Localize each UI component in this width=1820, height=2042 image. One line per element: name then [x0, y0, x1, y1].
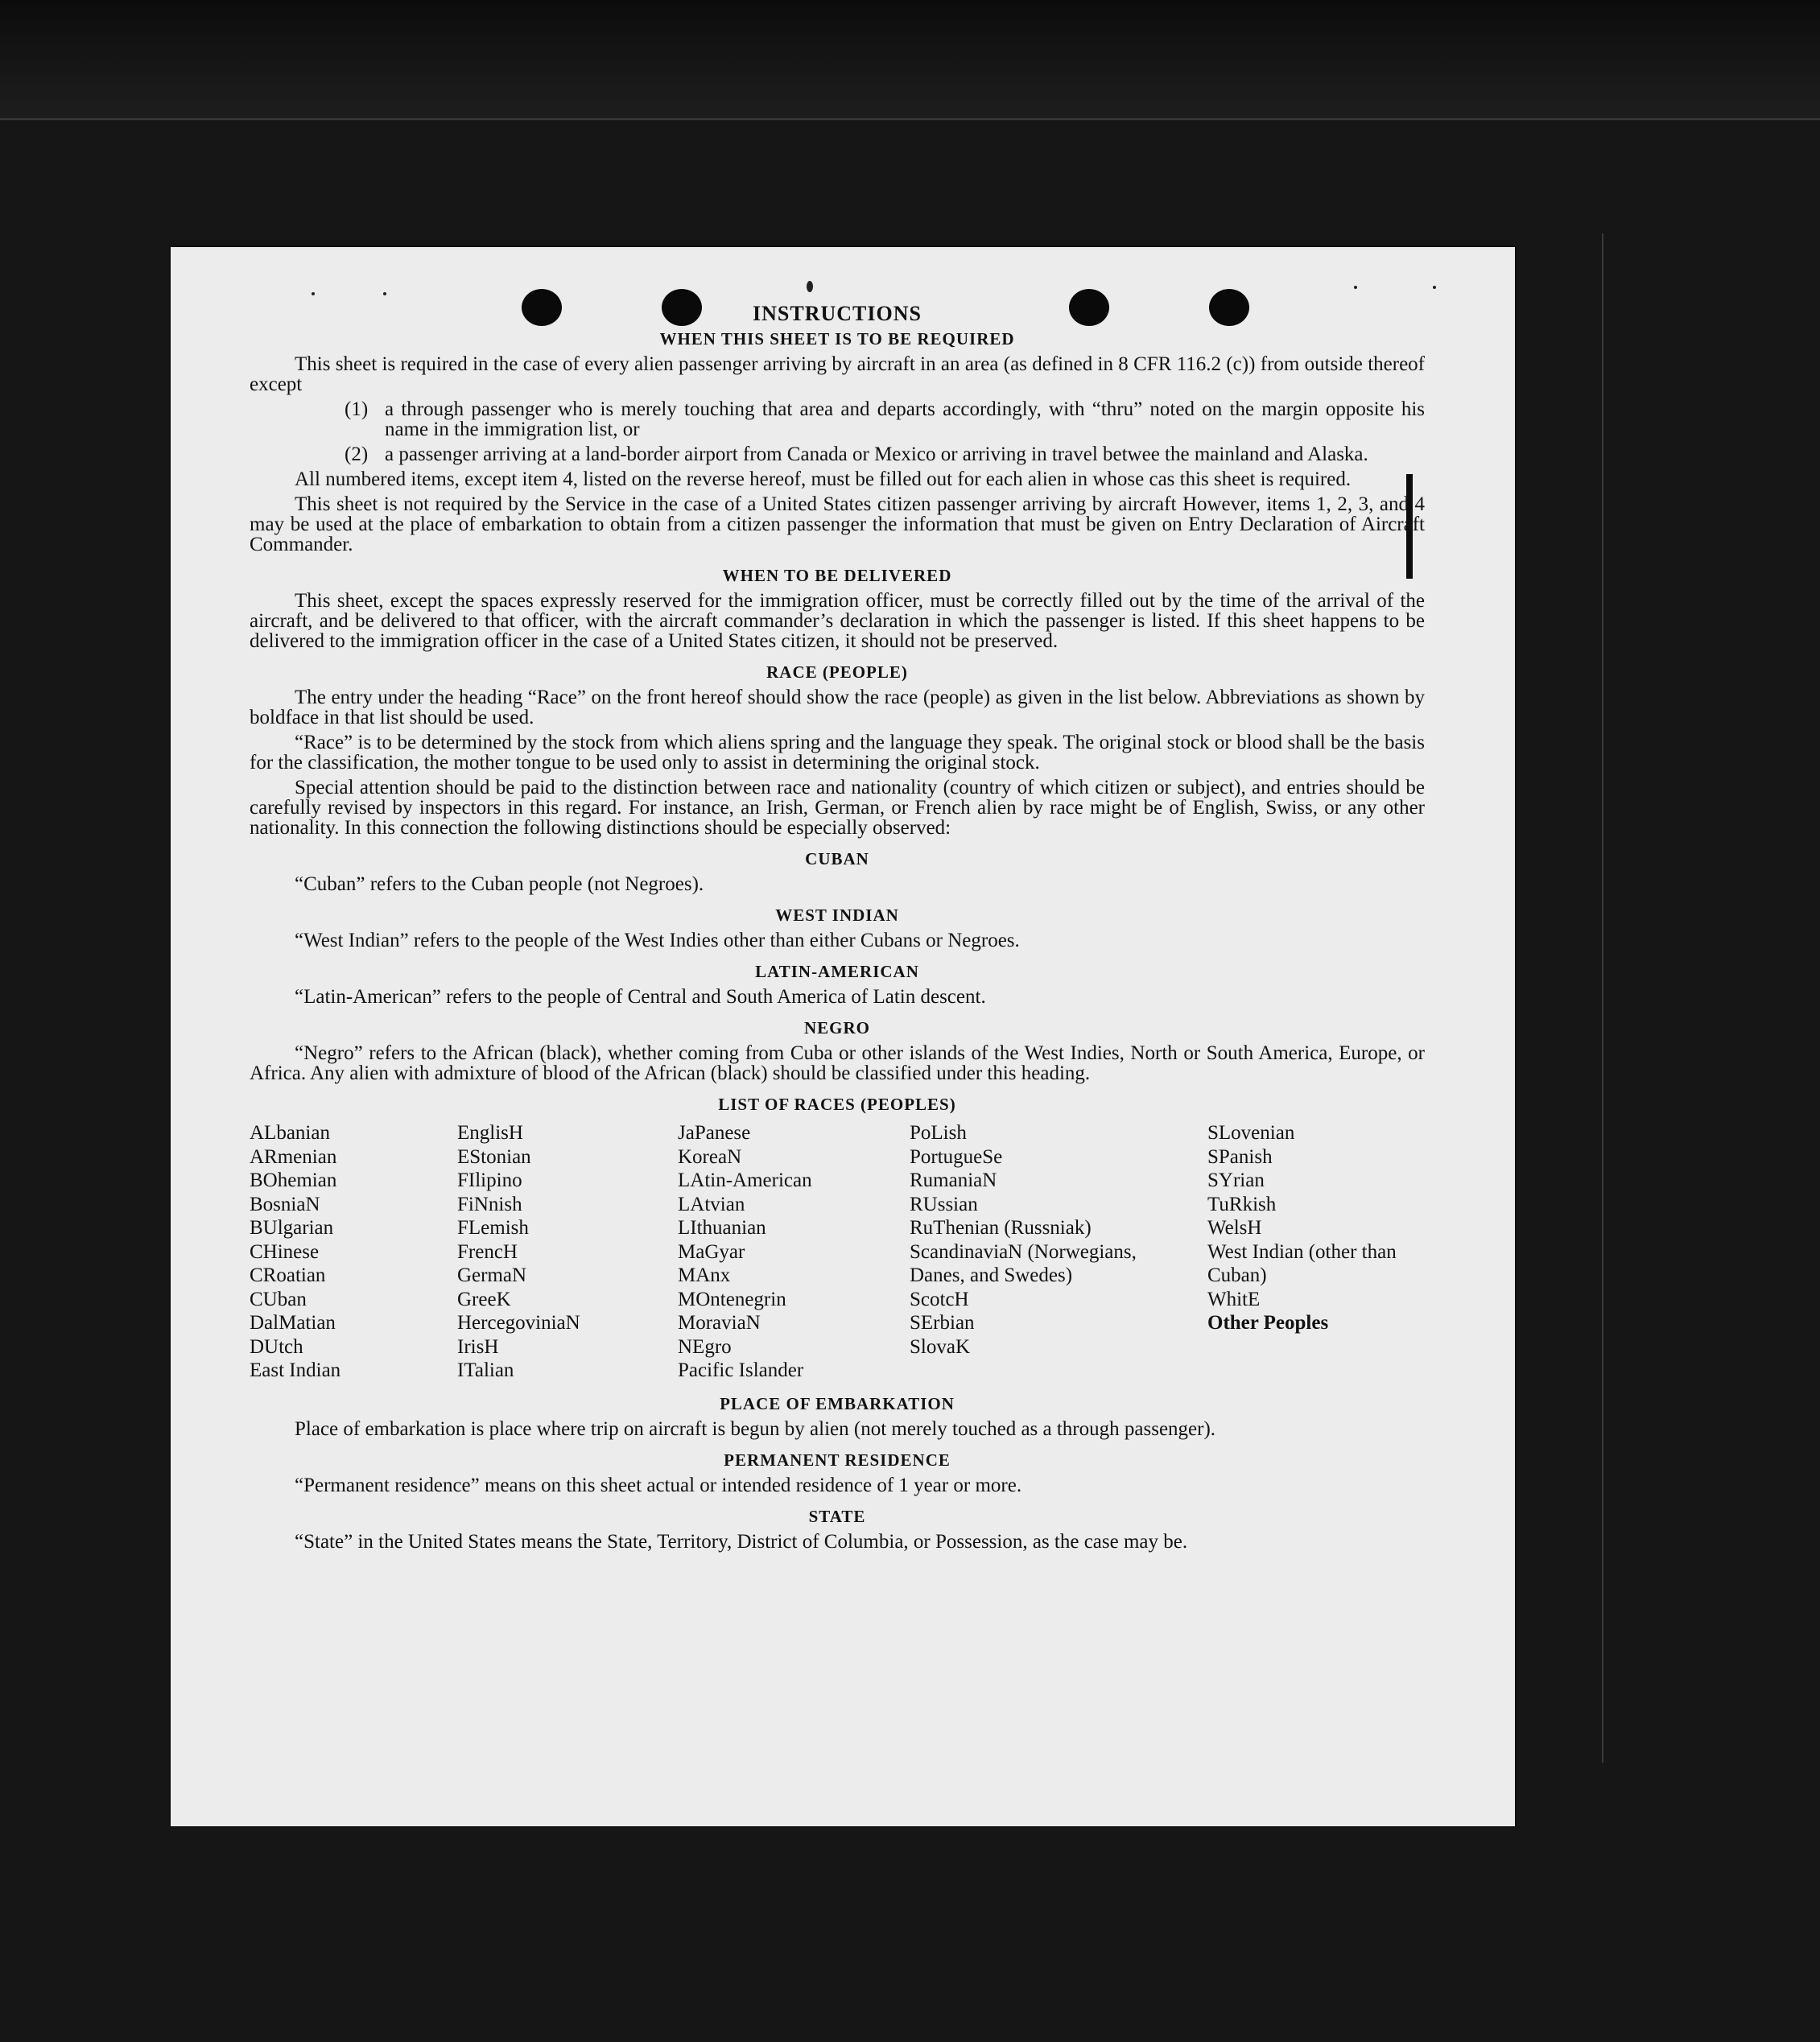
race-entry: Pacific Islander: [678, 1359, 804, 1381]
race-entry: SlovaK: [910, 1335, 970, 1358]
race-entry: East Indian: [250, 1359, 341, 1381]
race-entry: MaGyar: [678, 1240, 745, 1263]
section-heading: NEGRO: [803, 1018, 870, 1038]
paragraph: “Latin-American” refers to the people of Central and South America of Latin descent.: [295, 986, 986, 1008]
race-entry: DUtch: [250, 1335, 303, 1358]
dust-speck: [1354, 286, 1357, 289]
paragraph: This sheet is required in the case of every alien passenger arriving by aircraft in an area (as defined in 8 CFR 116.2 (c)) from outside thereof except: [250, 353, 1425, 395]
scan-line: [0, 118, 1820, 120]
dust-speck: [1433, 286, 1436, 289]
race-entry: FiNnish: [457, 1193, 522, 1215]
section-heading: LATIN-AMERICAN: [755, 962, 919, 981]
race-entry: IrisH: [457, 1335, 499, 1358]
section-heading: RACE (PEOPLE): [766, 662, 908, 682]
race-entry: LAtin-American: [678, 1170, 812, 1191]
paragraph: “Permanent residence” means on this sheet actual or intended residence of 1 year or more.: [295, 1474, 1022, 1496]
section-heading: STATE: [808, 1506, 866, 1526]
race-entry: HercegoviniaN: [457, 1312, 580, 1334]
race-entry: FrencH: [457, 1240, 518, 1263]
section-heading: PERMANENT RESIDENCE: [724, 1450, 951, 1470]
race-entry: MAnx: [678, 1264, 731, 1286]
race-entry: SYrian: [1207, 1170, 1265, 1191]
paragraph: Place of embarkation is place where trip on aircraft is begun by alien (not merely touched as a through passenger).: [295, 1417, 1216, 1440]
race-entry: LAtvian: [678, 1193, 745, 1215]
paragraph: “Negro” refers to the African (black), whether coming from Cuba or other islands of the West Indies, North or South America, Europe, or Africa. Any alien with admixture of blood of the African (black) should be classified under this heading.: [250, 1042, 1425, 1084]
race-entry: FIlipino: [457, 1170, 522, 1191]
list-item: [345, 444, 1425, 464]
race-entry: DalMatian: [250, 1312, 336, 1334]
race-column: [678, 1121, 910, 1383]
race-column: [1207, 1121, 1425, 1383]
section-heading: WHEN THIS SHEET IS TO BE REQUIRED: [659, 329, 1015, 349]
race-entry: MoraviaN: [678, 1312, 761, 1334]
race-entry: GreeK: [457, 1288, 511, 1310]
race-column: [250, 1121, 457, 1383]
item-number: (1): [345, 398, 369, 420]
dust-speck: [807, 281, 813, 292]
dust-speck: [312, 292, 315, 295]
page-title: INSTRUCTIONS: [753, 302, 922, 325]
race-entry: LIthuanian: [678, 1217, 766, 1239]
scan-line: [1602, 233, 1603, 1763]
race-entry: JaPanese: [678, 1122, 751, 1144]
paragraph: The entry under the heading “Race” on the front hereof should show the race (people) as given in the list below. Abbreviations as shown by boldface in that list should be used.: [250, 687, 1425, 728]
race-entry: BosniaN: [250, 1193, 320, 1215]
paragraph: All numbered items, except item 4, listed on the reverse hereof, must be filled out for each alien in whose cas this sheet is required.: [295, 468, 1352, 490]
section-heading: CUBAN: [805, 849, 869, 868]
race-entry: BOhemian: [250, 1170, 337, 1191]
paragraph: “West Indian” refers to the people of the West Indies other than either Cubans or Negroes.: [295, 930, 1020, 951]
race-entry: BUlgarian: [250, 1217, 334, 1239]
race-list: [250, 1121, 1425, 1383]
section-heading: WHEN TO BE DELIVERED: [722, 566, 952, 585]
race-entry: SErbian: [910, 1312, 975, 1334]
race-entry: RUssian: [910, 1193, 978, 1215]
race-entry: CHinese: [250, 1240, 320, 1263]
race-entry: ARmenian: [250, 1145, 337, 1168]
race-entry: CUban: [250, 1288, 307, 1310]
race-entry: PoLish: [910, 1122, 967, 1144]
paragraph: This sheet, except the spaces expressly reserved for the immigration officer, must be correctly filled out by the time of the arrival of the aircraft, and be delivered to that officer, with the aircraft commander’s declaration in which the passenger is listed. If this sheet happens to be delivered to the immigration officer in the case of a United States citizen, it should not be preserved.: [250, 590, 1425, 652]
race-entry: ScandinaviaN (Norwegians, Danes, and Swedes): [910, 1240, 1137, 1286]
item-text: a passenger arriving at a land-border airport from Canada or Mexico or arriving in travel betwee the mainland and Alaska.: [385, 443, 1368, 465]
race-column: [457, 1121, 678, 1383]
race-entry: FLemish: [457, 1217, 529, 1239]
paragraph: This sheet is not required by the Service in the case of a United States citizen passenger arriving by aircraft However, items 1, 2, 3, and 4 may be used at the place of embarkation to obtain from a citizen passenger the information that must be given on Entry Declaration of Aircraft Commander.: [250, 493, 1425, 555]
race-entry: EStonian: [457, 1145, 531, 1168]
race-entry: TuRkish: [1207, 1193, 1277, 1215]
race-entry: SPanish: [1207, 1145, 1273, 1168]
section-heading: WEST INDIAN: [775, 905, 899, 925]
race-entry: ITalian: [457, 1359, 514, 1381]
scan-background-top: [0, 0, 1820, 121]
paragraph: “Cuban” refers to the Cuban people (not Negroes).: [295, 873, 704, 895]
section-heading: PLACE OF EMBARKATION: [720, 1393, 955, 1413]
item-text: a through passenger who is merely touching that area and departs accordingly, with “thru” noted on the margin opposite his name in the immigration list, or: [385, 398, 1425, 440]
paragraph: “State” in the United States means the State, Territory, District of Columbia, or Possession, as the case may be.: [295, 1530, 1188, 1553]
race-entry: EnglisH: [457, 1122, 523, 1144]
list-item: [345, 399, 1425, 439]
race-entry: WelsH: [1207, 1217, 1262, 1239]
instruction-sheet: [171, 247, 1515, 1826]
race-entry: SLovenian: [1207, 1122, 1295, 1144]
instructions-text: [250, 297, 1425, 1557]
item-number: (2): [345, 443, 369, 465]
paragraph: Special attention should be paid to the distinction between race and nationality (country of which citizen or subject), and entries should be carefully revised by inspectors in this regard. For instance, an Irish, German, or French alien by race might be of English, Swiss, or any other nationality. In this connection the following distinctions should be especially observed:: [250, 777, 1425, 839]
race-entry: ScotcH: [910, 1288, 969, 1310]
race-column: [910, 1121, 1207, 1383]
race-entry: WhitE: [1207, 1288, 1261, 1310]
race-entry: KoreaN: [678, 1145, 742, 1168]
race-entry: CRoatian: [250, 1264, 326, 1286]
race-entry: ALbanian: [250, 1122, 330, 1144]
paragraph: “Race” is to be determined by the stock from which aliens spring and the language they speak. The original stock or blood shall be the basis for the classification, the mother tongue to be used only to assist in determining the original stock.: [250, 732, 1425, 773]
race-entry: West Indian (other than Cuban): [1207, 1240, 1397, 1286]
race-entry: MOntenegrin: [678, 1288, 786, 1310]
section-heading: LIST OF RACES (PEOPLES): [718, 1095, 956, 1114]
race-entry: Other Peoples: [1207, 1312, 1329, 1334]
dust-speck: [383, 292, 386, 295]
race-entry: GermaN: [457, 1264, 527, 1286]
race-entry: PortugueSe: [910, 1145, 1003, 1168]
race-entry: NEgro: [678, 1335, 732, 1358]
race-entry: RuThenian (Russniak): [910, 1217, 1092, 1239]
race-entry: RumaniaN: [910, 1170, 997, 1191]
